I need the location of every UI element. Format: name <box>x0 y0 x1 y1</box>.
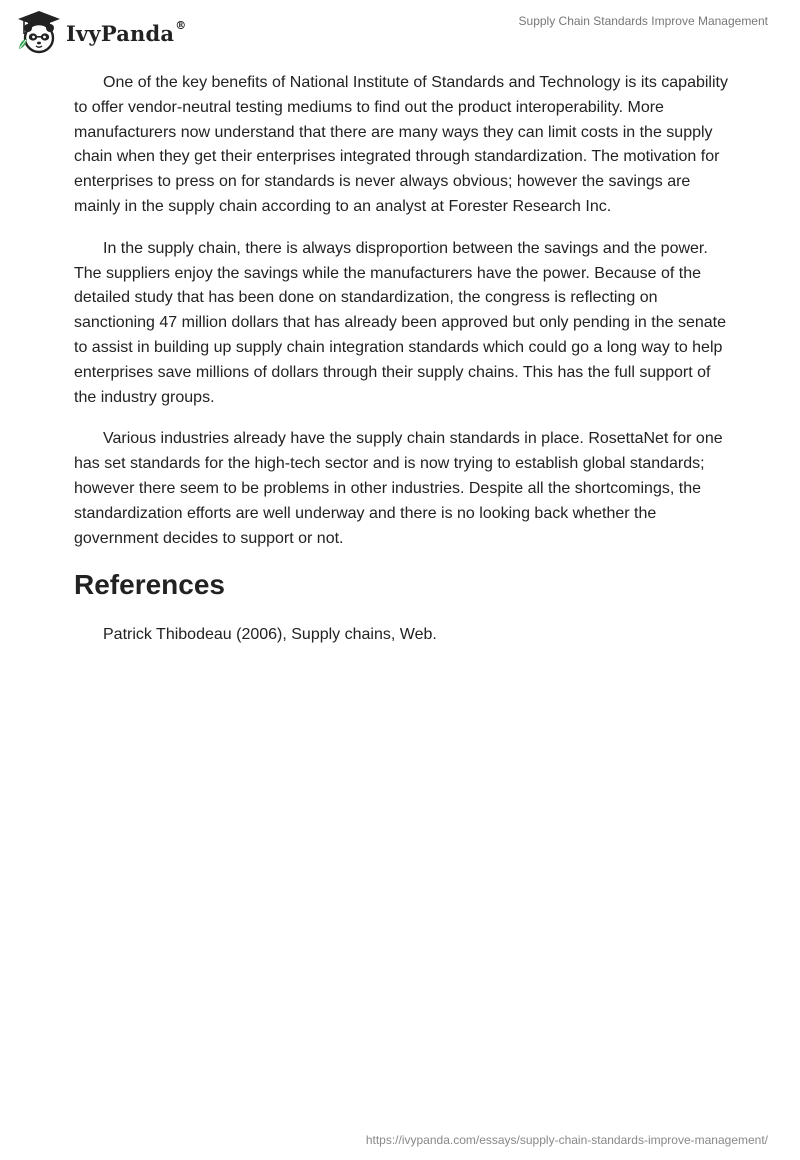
brand-name: IvyPanda® <box>66 18 187 46</box>
reference-item: Patrick Thibodeau (2006), Supply chains, Web. <box>103 626 437 644</box>
registered-mark: ® <box>175 18 187 32</box>
panda-graduate-icon <box>16 9 62 55</box>
body-paragraph-1: One of the key benefits of National Institute of Standards and Technology is its capability to offer vendor-neutral testing mediums to find out the product interoperability. More manufacturers now understand that there are many ways they can limit costs in the supply chain when they get their enterprises integrated through standardization. The motivation for enterprises to press on for standards is never always obvious; however the savings are mainly in the supply chain according to an analyst at Forester Research Inc. <box>74 74 728 215</box>
document-title: Supply Chain Standards Improve Management <box>518 14 768 28</box>
page-header <box>0 0 800 64</box>
essay-body <box>74 71 734 647</box>
body-paragraph-3: Various industries already have the supply chain standards in place. RosettaNet for one has set standards for the high-tech sector and is now trying to establish global standards; however there seem to be problems in other industries. Despite all the shortcomings, the standardization efforts are well underway and there is no looking back whether the government decides to support or not. <box>74 430 723 547</box>
references-heading: References <box>74 569 225 601</box>
ivypanda-logo[interactable] <box>16 9 186 55</box>
source-url-link[interactable]: https://ivypanda.com/essays/supply-chain-standards-improve-management/ <box>365 1133 768 1147</box>
body-paragraph-2: In the supply chain, there is always disproportion between the savings and the power. The suppliers enjoy the savings while the manufacturers have the power. Because of the detailed study that has been done on standardization, the congress is reflecting on sanctioning 47 million dollars that has already been approved but only pending in the senate to assist in building up supply chain integration standards which could go a long way to help enterprises save millions of dollars through their supply chains. This has the full support of the industry groups. <box>74 239 726 406</box>
